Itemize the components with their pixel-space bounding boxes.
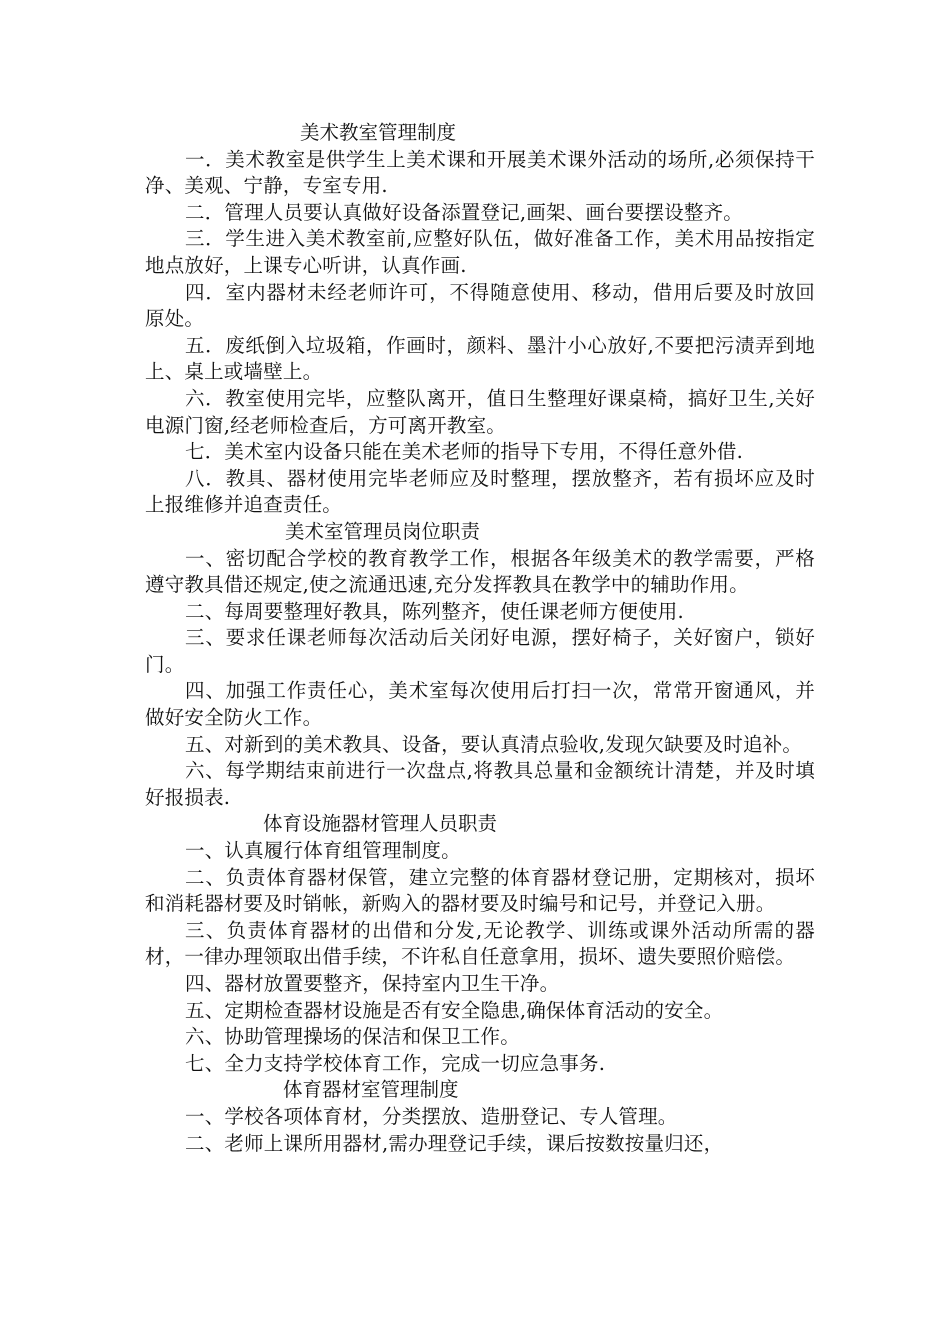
paragraph: 六、每学期结束前进行一次盘点,将教具总量和金额统计清楚，并及时填好报损表. xyxy=(145,759,815,809)
paragraph: 五、对新到的美术教具、设备，要认真清点验收,发现欠缺要及时追补。 xyxy=(185,732,803,756)
paragraph: 二、负责体育器材保管，建立完整的体育器材登记册，定期核对，损坏和消耗器材要及时销帐，新购入的器材要及时编号和记号，并登记入册。 xyxy=(145,865,815,916)
paragraph: 四、加强工作责任心，美术室每次使用后打扫一次，常常开窗通风，并做好安全防火工作。 xyxy=(145,679,815,730)
section-title: 体育设施器材管理人员职责 xyxy=(263,812,498,836)
document-page xyxy=(145,120,815,1157)
paragraph: 四．室内器材未经老师许可，不得随意使用、移动，借用后要及时放回原处。 xyxy=(145,280,815,331)
paragraph: 二．管理人员要认真做好设备添置登记,画架、画台要摆设整齐。 xyxy=(185,200,743,224)
section-sports-equipment-room-rules xyxy=(145,1077,815,1157)
paragraph: 六、协助管理操场的保洁和保卫工作。 xyxy=(185,1025,520,1049)
paragraph: 七、全力支持学校体育工作，完成一切应急事务. xyxy=(185,1051,606,1075)
paragraph: 四、器材放置要整齐，保持室内卫生干净。 xyxy=(185,972,560,995)
paragraph: 五、定期检查器材设施是否有安全隐患,确保体育活动的安全。 xyxy=(185,998,724,1022)
paragraph: 二、每周要整理好教具，陈列整齐，使任课老师方便使用. xyxy=(185,599,684,623)
paragraph: 七．美术室内设备只能在美术老师的指导下专用，不得任意外借. xyxy=(185,440,743,464)
paragraph: 一、认真履行体育组管理制度。 xyxy=(185,839,461,863)
paragraph: 三、负责体育器材的出借和分发,无论教学、训练或课外活动所需的器材，一律办理领取出借手续，不许私自任意拿用，损坏、遗失要照价赔偿。 xyxy=(145,918,815,969)
section-art-room-admin-duties xyxy=(145,519,815,812)
paragraph: 八．教具、器材使用完毕老师应及时整理，摆放整齐，若有损坏应及时上报维修并追查责任。 xyxy=(145,466,815,517)
paragraph: 五．废纸倒入垃圾箱，作画时，颜料、墨汁小心放好,不要把污渍弄到地上、桌上或墙壁上。 xyxy=(145,333,815,384)
paragraph: 一、密切配合学校的教育教学工作，根据各年级美术的教学需要，严格遵守教具借还规定,使之流通迅速,充分发挥教具在教学中的辅助作用。 xyxy=(145,546,815,597)
section-title: 美术室管理员岗位职责 xyxy=(285,519,481,543)
paragraph: 三．学生进入美术教室前,应整好队伍，做好准备工作，美术用品按指定地点放好，上课专心听讲，认真作画. xyxy=(145,227,815,277)
paragraph: 一．美术教室是供学生上美术课和开展美术课外活动的场所,必须保持干净、美观、宁静，专室专用. xyxy=(145,147,815,198)
section-sports-equipment-staff-duties xyxy=(145,811,815,1077)
paragraph: 三、要求任课老师每次活动后关闭好电源，摆好椅子，关好窗户，锁好门。 xyxy=(145,626,815,676)
paragraph: 六．教室使用完毕，应整队离开，值日生整理好课桌椅，搞好卫生,关好电源门窗,经老师检查后，方可离开教室。 xyxy=(145,386,815,437)
paragraph: 一、学校各项体育材，分类摆放、造册登记、专人管理。 xyxy=(185,1104,678,1128)
section-title: 美术教室管理制度 xyxy=(300,121,457,144)
section-title: 体育器材室管理制度 xyxy=(283,1078,459,1102)
paragraph: 二、老师上课所用器材,需办理登记手续，课后按数按量归还， xyxy=(185,1131,724,1155)
section-art-classroom-rules xyxy=(145,120,815,519)
